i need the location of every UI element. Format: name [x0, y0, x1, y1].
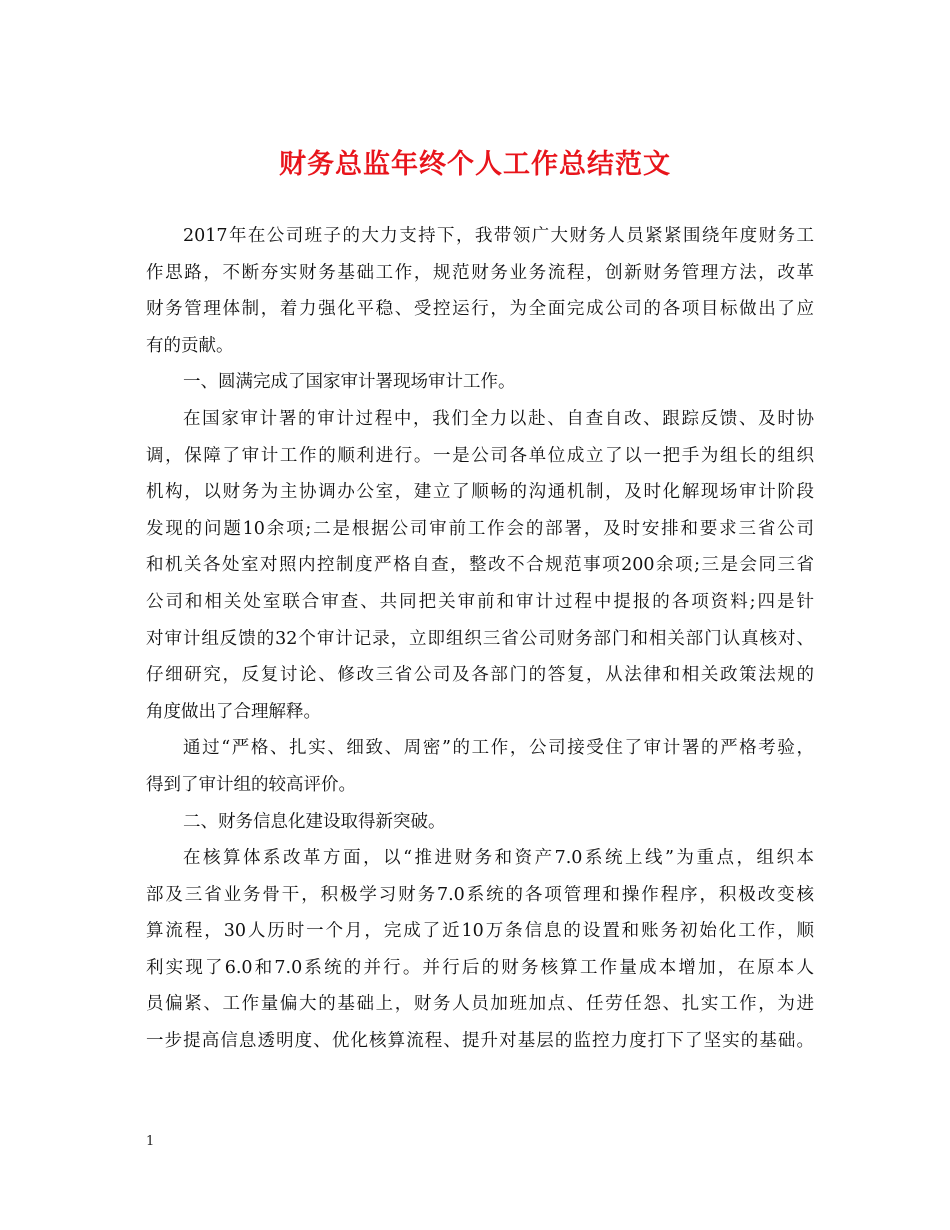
body-text-line: 财务管理体制，着力强化平稳、受控运行，为全面完成公司的各项目标做出了应: [146, 299, 814, 320]
body-text-line: 发现的问题10余项;二是根据公司审前工作会的部署，及时安排和要求三省公司: [146, 518, 814, 539]
body-text-line: 角度做出了合理解释。: [146, 701, 321, 722]
body-text-line: 调，保障了审计工作的顺利进行。一是公司各单位成立了以一把手为组长的组织: [146, 445, 814, 466]
body-text-line: 在国家审计署的审计过程中，我们全力以赴、自查自改、跟踪反馈、及时协: [183, 408, 814, 429]
document-body: [146, 218, 814, 1060]
document-title: 财务总监年终个人工作总结范文: [279, 149, 671, 180]
body-text-line: 2017年在公司班子的大力支持下，我带领广大财务人员紧紧围绕年度财务工: [183, 226, 814, 246]
body-text-line: 通过“严格、扎实、细致、周密”的工作，公司接受住了审计署的严格考验，: [183, 738, 814, 759]
body-text-line: 对审计组反馈的32个审计记录，立即组织三省公司财务部门和相关部门认真核对、: [146, 628, 814, 649]
body-text-line: 一步提高信息透明度、优化核算流程、提升对基层的监控力度打下了坚实的基础。: [146, 1031, 814, 1052]
body-text-line: 有的贡献。: [146, 335, 234, 356]
body-text-line: 作思路，不断夯实财务基础工作，规范财务业务流程，创新财务管理方法，改革: [146, 262, 814, 283]
body-text-line: 部及三省业务骨干，积极学习财务7.0系统的各项管理和操作程序，积极改变核: [146, 884, 814, 905]
body-text-line: 一、圆满完成了国家审计署现场审计工作。: [183, 372, 516, 393]
body-text-line: 利实现了6.0和7.0系统的并行。并行后的财务核算工作量成本增加，在原本人: [146, 957, 814, 978]
body-text-line: 机构，以财务为主协调办公室，建立了顺畅的沟通机制，及时化解现场审计阶段: [146, 482, 814, 503]
body-text-line: 公司和相关处室联合审查、共同把关审前和审计过程中提报的各项资料;四是针: [146, 591, 814, 612]
body-text-line: 和机关各处室对照内控制度严格自查，整改不合规范事项200余项;三是会同三省: [146, 555, 814, 576]
body-text-line: 在核算体系改革方面，以“推进财务和资产7.0系统上线”为重点，组织本: [183, 848, 814, 869]
body-text-line: 员偏紧、工作量偏大的基础上，财务人员加班加点、任劳任怨、扎实工作，为进: [146, 994, 814, 1015]
body-text-line: 二、财务信息化建设取得新突破。: [183, 811, 446, 832]
page-number: 1: [146, 1134, 155, 1149]
body-text-line: 算流程，30人历时一个月，完成了近10万条信息的设置和账务初始化工作，顺: [146, 921, 814, 942]
body-text-line: 仔细研究，反复讨论、修改三省公司及各部门的答复，从法律和相关政策法规的: [146, 665, 814, 686]
body-text-line: 得到了审计组的较高评价。: [146, 774, 356, 795]
